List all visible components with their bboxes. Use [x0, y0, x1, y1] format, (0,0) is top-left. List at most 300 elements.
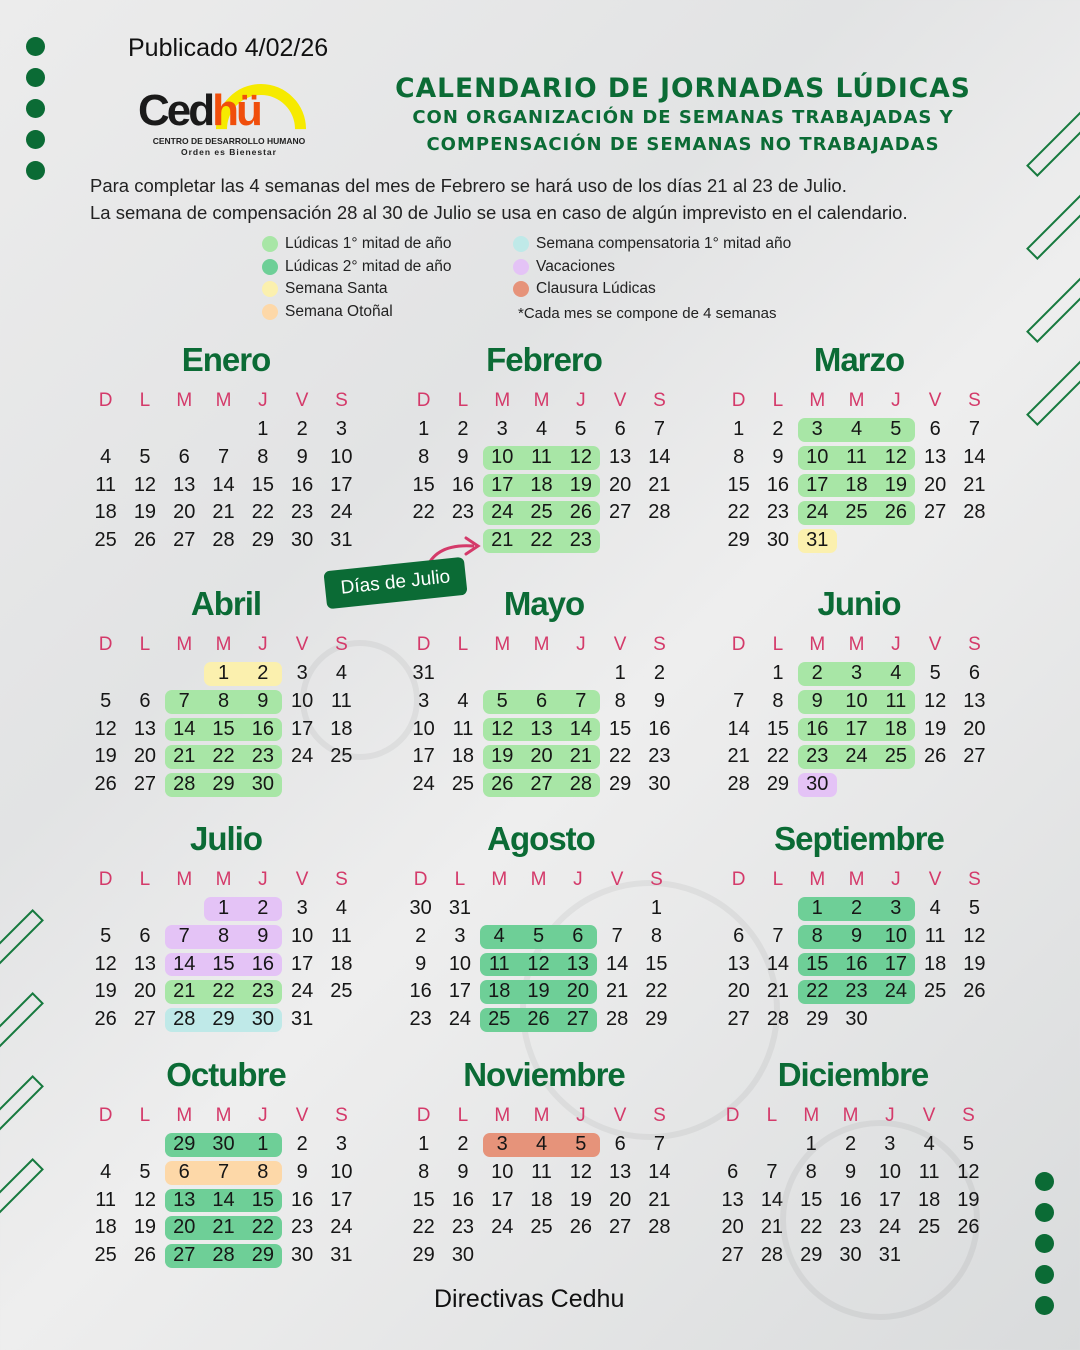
empty-day-cell: [909, 1242, 948, 1270]
day-cell: 9: [772, 445, 784, 468]
day-grid: [719, 416, 999, 555]
day-cell: 21: [165, 980, 204, 1004]
day-cell: 22: [204, 745, 243, 769]
day-cell: 24: [798, 501, 837, 525]
day-cell: 15: [727, 473, 750, 496]
day-cell: 20: [133, 980, 157, 1003]
legend-label: Vacaciones: [536, 257, 615, 275]
day-cell: 25: [918, 1216, 941, 1239]
day-cell: 2: [457, 1133, 469, 1155]
empty-day-cell: [86, 416, 125, 444]
weekday-label: S: [968, 634, 981, 655]
day-cell: 7: [968, 418, 980, 440]
intro-line-1: Para completar las 4 semanas del mes de Febrero se hará uso de los días 21 al 23 de Julio.: [90, 175, 847, 196]
day-cell: 12: [569, 1160, 592, 1183]
day-cell: 24: [876, 980, 915, 1004]
day-cell: 19: [483, 745, 522, 769]
day-cell: 26: [561, 501, 600, 525]
day-cell: 17: [448, 980, 472, 1003]
weekday-label: D: [98, 390, 113, 411]
day-cell: 1: [204, 897, 243, 921]
weekday-label: V: [295, 1105, 309, 1126]
day-cell: 29: [766, 773, 790, 796]
day-cell: 26: [94, 1008, 117, 1031]
weekday-label: L: [772, 390, 784, 411]
month-title: Mayo: [503, 585, 585, 622]
weekday-label: S: [653, 390, 666, 411]
day-cell: 21: [483, 529, 522, 553]
legend-item-semana-santa: [262, 278, 451, 301]
day-cell: 9: [415, 952, 427, 975]
day-cell: 3: [837, 662, 876, 686]
weekday-label: M: [533, 390, 550, 411]
slash-icon: [1026, 192, 1080, 260]
day-cell: 6: [614, 1133, 626, 1155]
day-cell: 4: [457, 689, 469, 712]
day-cell: 9: [798, 690, 837, 714]
day-cell: 24: [483, 501, 522, 525]
day-cell: 18: [330, 952, 353, 975]
day-cell: 10: [483, 446, 522, 470]
weekday-label: M: [176, 390, 193, 411]
day-cell: 26: [94, 773, 117, 796]
day-cell: 22: [412, 1216, 435, 1239]
legend-column-1: [262, 233, 451, 323]
day-cell: 27: [133, 1008, 157, 1031]
day-cell: 16: [451, 1188, 475, 1211]
day-cell: 23: [798, 745, 837, 769]
day-cell: 3: [296, 662, 308, 684]
day-cell: 12: [94, 952, 117, 975]
day-cell: 9: [844, 1160, 857, 1183]
weekday-label: S: [962, 1105, 975, 1126]
legend-swatch-icon: [262, 281, 278, 297]
weekday-label: D: [731, 634, 746, 655]
month-julio: [86, 817, 366, 1034]
day-cell: 27: [165, 1244, 204, 1268]
month-title: Julio: [189, 820, 262, 857]
weekday-label: V: [613, 1105, 627, 1126]
day-cell: 5: [139, 445, 151, 468]
day-cell: 18: [918, 1188, 941, 1211]
day-cell: 6: [139, 924, 151, 947]
day-cell: 17: [412, 745, 435, 768]
day-cell: 12: [561, 446, 600, 470]
weekday-label: L: [139, 869, 151, 890]
day-cell: 24: [837, 745, 876, 769]
day-cell: 19: [963, 952, 986, 975]
weekday-label: V: [922, 1105, 936, 1126]
empty-day-cell: [955, 771, 994, 799]
page-title: [385, 74, 981, 158]
day-cell: 15: [412, 1188, 435, 1211]
day-cell: 29: [800, 1244, 823, 1267]
day-cell: 30: [204, 1133, 243, 1157]
day-cell: 26: [569, 1216, 592, 1239]
weekday-label: S: [335, 634, 348, 655]
day-cell: 30: [845, 1008, 868, 1031]
day-cell: 25: [480, 1008, 519, 1032]
day-cell: 29: [727, 529, 750, 552]
day-cell: 18: [451, 745, 475, 768]
day-cell: 18: [480, 980, 519, 1004]
day-cell: 25: [876, 745, 915, 769]
legend-swatch-icon: [262, 236, 278, 252]
weekday-label: S: [968, 869, 981, 890]
dot-icon: [26, 161, 45, 180]
day-cell: 22: [412, 501, 435, 524]
day-cell: 23: [243, 980, 282, 1004]
day-cell: 22: [204, 980, 243, 1004]
day-cell: 16: [648, 717, 671, 740]
weekday-label: L: [772, 869, 784, 890]
logo-wordmark: [138, 86, 260, 136]
day-grid: [404, 660, 684, 799]
weekday-label: D: [416, 1105, 431, 1126]
weekday-header: [86, 1101, 366, 1131]
day-grid: [713, 1131, 993, 1270]
day-cell: 3: [496, 418, 508, 440]
legend-swatch-icon: [262, 304, 278, 320]
day-cell: 14: [766, 952, 790, 975]
day-cell: 5: [876, 418, 915, 442]
slash-icon: [0, 1075, 44, 1143]
day-cell: 25: [94, 1244, 117, 1267]
empty-day-cell: [915, 771, 954, 799]
day-cell: 22: [243, 1216, 282, 1240]
day-cell: 23: [291, 1216, 314, 1239]
month-title: Marzo: [813, 341, 905, 378]
logo-word-accent: hü: [212, 86, 260, 135]
day-cell: 21: [963, 473, 986, 496]
day-grid: [719, 895, 999, 1034]
day-cell: 7: [561, 690, 600, 714]
day-cell: 20: [165, 1216, 204, 1240]
empty-day-cell: [282, 771, 321, 799]
day-cell: 13: [133, 717, 157, 740]
day-grid: [401, 895, 681, 1034]
day-cell: 24: [878, 1216, 901, 1239]
day-cell: 17: [291, 717, 314, 740]
weekday-label: D: [98, 634, 113, 655]
weekday-label: M: [533, 1105, 550, 1126]
day-cell: 3: [876, 897, 915, 921]
weekday-header: [401, 865, 681, 895]
empty-day-cell: [876, 1006, 915, 1034]
day-cell: 18: [94, 1216, 117, 1239]
intro-text: [90, 172, 908, 226]
weekday-label: L: [457, 634, 469, 655]
day-cell: 2: [653, 662, 665, 684]
empty-day-cell: [719, 660, 758, 688]
day-cell: 4: [522, 1133, 561, 1157]
day-cell: 19: [957, 1188, 980, 1211]
day-cell: 10: [876, 925, 915, 949]
day-cell: 4: [929, 897, 941, 919]
legend-swatch-icon: [262, 259, 278, 275]
weekday-header: [404, 386, 684, 416]
day-cell: 14: [561, 718, 600, 742]
intro-line-2: La semana de compensación 28 al 30 de Julio se usa en caso de algún imprevisto en el calendario.: [90, 202, 908, 223]
legend-swatch-icon: [513, 236, 529, 252]
day-cell: 30: [766, 529, 790, 552]
day-cell: 9: [296, 1160, 308, 1183]
weekday-label: J: [576, 390, 586, 411]
weekday-label: L: [454, 869, 466, 890]
day-cell: 31: [412, 662, 435, 684]
day-cell: 6: [968, 662, 980, 684]
day-cell: 15: [204, 953, 243, 977]
day-cell: 9: [243, 690, 282, 714]
day-cell: 18: [522, 474, 561, 498]
empty-day-cell: [837, 527, 876, 555]
weekday-label: M: [215, 634, 232, 655]
day-cell: 2: [243, 897, 282, 921]
day-cell: 19: [569, 1188, 592, 1211]
day-cell: 27: [963, 745, 986, 768]
day-cell: 28: [760, 1244, 784, 1267]
legend-item-clausura: [513, 278, 791, 301]
slash-icon: [1026, 109, 1080, 177]
weekday-label: M: [809, 390, 826, 411]
day-cell: 23: [451, 1216, 475, 1239]
day-cell: 10: [291, 924, 314, 947]
day-cell: 17: [291, 952, 314, 975]
legend-label: Semana Otoñal: [285, 302, 393, 320]
day-cell: 27: [727, 1008, 750, 1031]
day-cell: 25: [530, 1216, 553, 1239]
day-cell: 28: [165, 773, 204, 797]
weekday-header: [719, 865, 999, 895]
weekday-label: M: [176, 869, 193, 890]
day-cell: 11: [531, 1160, 552, 1183]
day-cell: 23: [648, 745, 671, 768]
day-cell: 21: [648, 1188, 671, 1211]
weekday-label: S: [968, 390, 981, 411]
day-cell: 13: [165, 1189, 204, 1213]
logo-word-main: Ced: [138, 86, 213, 135]
legend-item-ludicas-1: [262, 233, 451, 256]
day-cell: 5: [968, 897, 980, 919]
weekday-label: M: [215, 1105, 232, 1126]
day-cell: 21: [561, 745, 600, 769]
weekday-label: V: [928, 869, 942, 890]
weekday-label: J: [885, 1105, 895, 1126]
day-cell: 29: [204, 773, 243, 797]
month-title: Octubre: [166, 1056, 286, 1093]
weekday-header: [86, 386, 366, 416]
legend-item-compensatoria: [513, 233, 791, 256]
empty-day-cell: [600, 527, 639, 555]
legend-note: *Cada mes se compone de 4 semanas: [518, 304, 777, 322]
day-cell: 21: [648, 473, 671, 496]
weekday-label: D: [416, 634, 431, 655]
day-cell: 13: [522, 718, 561, 742]
weekday-label: V: [928, 634, 942, 655]
day-cell: 17: [330, 1188, 353, 1211]
month-title: Abril: [190, 585, 262, 622]
day-cell: 26: [133, 1244, 157, 1267]
day-cell: 14: [648, 1160, 671, 1183]
day-cell: 8: [204, 925, 243, 949]
day-cell: 2: [415, 924, 427, 947]
day-cell: 16: [766, 473, 790, 496]
legend-column-2: [513, 233, 791, 325]
day-cell: 1: [614, 662, 626, 684]
day-cell: 21: [212, 501, 235, 524]
day-cell: 3: [335, 1133, 347, 1155]
day-cell: 2: [243, 662, 282, 686]
day-cell: 17: [876, 953, 915, 977]
day-cell: 13: [609, 1160, 632, 1183]
day-cell: 17: [330, 473, 353, 496]
day-cell: 7: [772, 924, 784, 947]
weekday-label: S: [335, 1105, 348, 1126]
empty-day-cell: [949, 1242, 988, 1270]
weekday-label: M: [809, 634, 826, 655]
day-cell: 21: [760, 1216, 784, 1239]
day-cell: 24: [291, 745, 314, 768]
day-cell: 25: [522, 501, 561, 525]
weekday-label: J: [891, 869, 901, 890]
weekday-label: J: [576, 1105, 586, 1126]
weekday-label: J: [891, 634, 901, 655]
day-cell: 18: [94, 501, 117, 524]
empty-day-cell: [483, 1242, 522, 1270]
day-cell: 6: [558, 925, 597, 949]
day-cell: 29: [609, 773, 632, 796]
day-cell: 16: [837, 953, 876, 977]
day-cell: 27: [173, 529, 196, 552]
day-cell: 28: [766, 1008, 790, 1031]
day-cell: 9: [457, 1160, 469, 1183]
empty-day-cell: [125, 895, 164, 923]
day-cell: 16: [243, 953, 282, 977]
footer-signature: Directivas Cedhu: [434, 1285, 625, 1313]
title-line-1: CALENDARIO DE JORNADAS LÚDICAS: [395, 73, 971, 104]
month-junio: [719, 582, 999, 799]
day-cell: 13: [558, 953, 597, 977]
day-cell: 11: [331, 689, 352, 712]
day-cell: 25: [94, 529, 117, 552]
day-cell: 8: [257, 445, 269, 468]
day-cell: 3: [454, 924, 466, 947]
dot-icon: [1035, 1172, 1054, 1191]
weekday-label: V: [610, 869, 624, 890]
day-cell: 18: [330, 717, 353, 740]
empty-day-cell: [597, 895, 636, 923]
day-cell: 29: [165, 1133, 204, 1157]
day-cell: 8: [418, 445, 430, 468]
day-cell: 20: [558, 980, 597, 1004]
day-cell: 27: [133, 773, 157, 796]
dot-icon: [26, 130, 45, 149]
empty-day-cell: [752, 1131, 791, 1159]
day-cell: 26: [483, 773, 522, 797]
day-cell: 10: [448, 952, 472, 975]
day-cell: 14: [760, 1188, 784, 1211]
month-marzo: [719, 338, 999, 555]
day-cell: 15: [204, 718, 243, 742]
month-octubre: [86, 1053, 366, 1270]
weekday-header: [713, 1101, 993, 1131]
day-cell: 28: [606, 1008, 629, 1031]
weekday-label: D: [731, 390, 746, 411]
month-title: Diciembre: [777, 1056, 929, 1093]
day-cell: 5: [483, 690, 522, 714]
day-cell: 11: [480, 953, 519, 977]
day-cell: 5: [561, 1133, 600, 1157]
day-cell: 26: [519, 1008, 558, 1032]
title-line-3: COMPENSACIÓN DE SEMANAS NO TRABAJADAS: [426, 134, 940, 155]
day-cell: 12: [519, 953, 558, 977]
day-cell: 28: [165, 1008, 204, 1032]
day-cell: 30: [839, 1244, 862, 1267]
day-cell: 21: [727, 745, 750, 768]
day-cell: 31: [448, 897, 472, 919]
day-cell: 14: [165, 953, 204, 977]
day-cell: 13: [727, 952, 750, 975]
weekday-label: L: [457, 390, 469, 411]
day-cell: 3: [418, 689, 430, 712]
empty-day-cell: [522, 1242, 561, 1270]
empty-day-cell: [713, 1131, 752, 1159]
day-cell: 9: [457, 445, 469, 468]
day-cell: 13: [924, 445, 947, 468]
day-cell: 15: [243, 1189, 282, 1213]
day-cell: 22: [522, 529, 561, 553]
day-cell: 4: [923, 1133, 935, 1155]
day-cell: 22: [727, 501, 750, 524]
day-cell: 20: [963, 717, 986, 740]
day-cell: 31: [330, 1244, 353, 1267]
day-cell: 3: [884, 1133, 896, 1155]
day-cell: 15: [645, 952, 668, 975]
weekday-label: J: [891, 390, 901, 411]
empty-day-cell: [955, 1006, 994, 1034]
day-cell: 5: [575, 418, 587, 440]
weekday-label: M: [176, 634, 193, 655]
weekday-label: J: [258, 390, 268, 411]
day-cell: 27: [924, 501, 947, 524]
logo-tagline: Orden es Bienestar: [181, 147, 277, 157]
day-cell: 24: [491, 1216, 514, 1239]
empty-day-cell: [719, 895, 758, 923]
day-cell: 28: [963, 501, 986, 524]
day-cell: 30: [243, 773, 282, 797]
day-cell: 19: [133, 1216, 157, 1239]
weekday-label: S: [650, 869, 663, 890]
day-cell: 10: [798, 446, 837, 470]
day-cell: 13: [133, 952, 157, 975]
day-cell: 4: [100, 1160, 112, 1183]
day-cell: 5: [962, 1133, 974, 1155]
day-cell: 14: [204, 1189, 243, 1213]
day-cell: 6: [733, 924, 745, 947]
weekday-label: D: [731, 869, 746, 890]
day-cell: 1: [798, 897, 837, 921]
empty-day-cell: [837, 771, 876, 799]
weekday-label: M: [176, 1105, 193, 1126]
day-cell: 7: [611, 924, 623, 947]
empty-day-cell: [640, 1242, 679, 1270]
dot-icon: [1035, 1203, 1054, 1222]
day-cell: 30: [409, 897, 432, 919]
legend-item-vacaciones: [513, 256, 791, 279]
day-cell: 21: [766, 980, 790, 1003]
day-cell: 7: [217, 445, 230, 468]
day-cell: 17: [878, 1188, 901, 1211]
